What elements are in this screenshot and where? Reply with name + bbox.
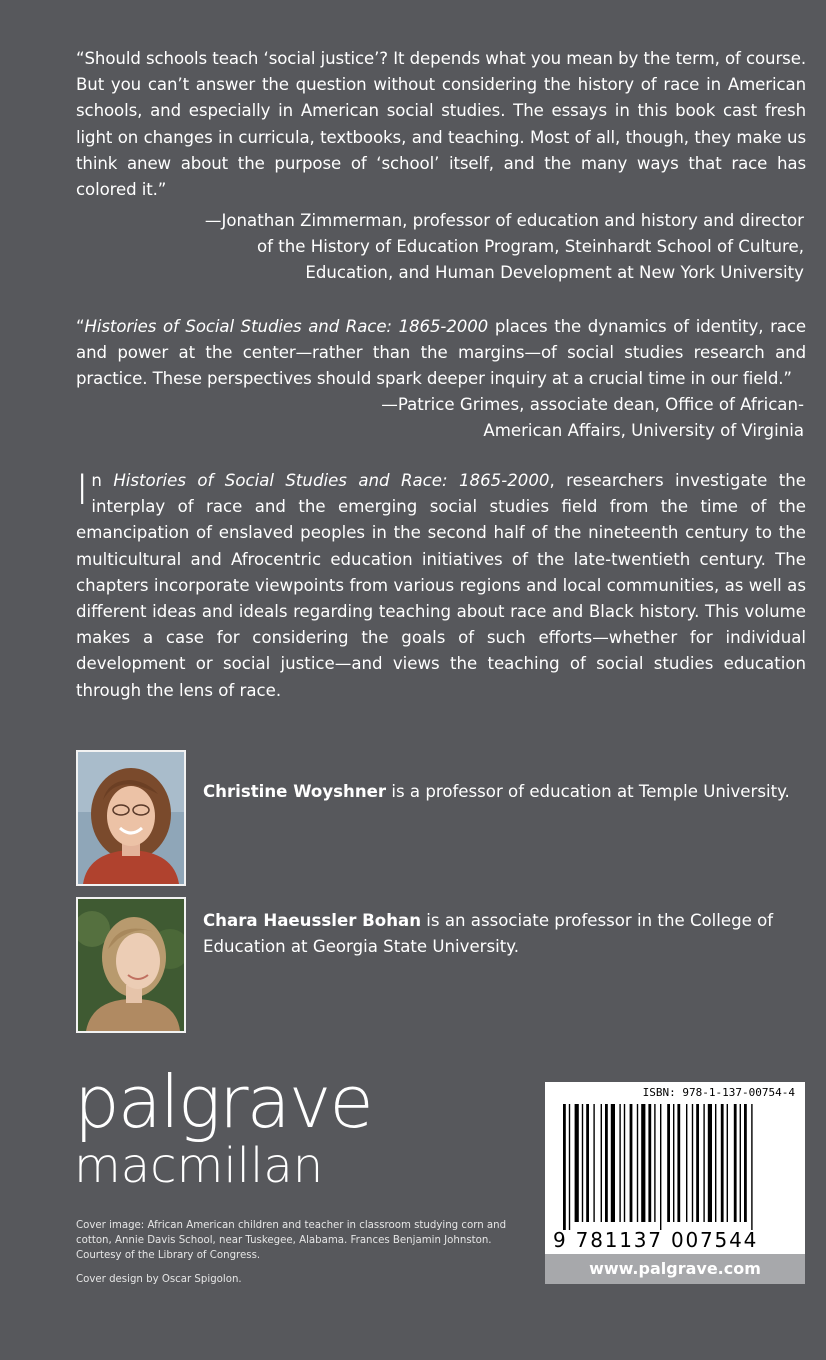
barcode-bar [593,1104,594,1222]
open-quote: “ [76,317,85,336]
attribution-line: American Affairs, University of Virginia [483,421,804,441]
attribution-line: of the History of Education Program, Steinhardt School of Culture, [256,237,804,257]
barcode-bar [624,1104,625,1222]
barcode-bar [727,1104,728,1222]
isbn-digits: 9 781137 007544 [553,1228,759,1252]
publisher-website[interactable]: www.palgrave.com [545,1254,805,1284]
barcode-bar [605,1104,608,1222]
barcode-bar [721,1104,724,1222]
attribution-line: —Jonathan Zimmerman, professor of education and history and director [204,211,804,230]
barcode-bar [563,1104,566,1230]
book-description [76,465,806,704]
attribution-line: —Patrice Grimes, associate dean, Office of African- [381,395,804,414]
barcode-bar [637,1104,638,1222]
barcode-bar [641,1104,645,1222]
barcode-bar [660,1104,661,1230]
barcode-bar [601,1104,602,1222]
quote-text: places the dynamics of identity, race and power at the center—rather than the margins—of social studies research and practice. These perspectives should spark deeper inquiry at a crucial time in our field.” [76,317,806,389]
author-name: Christine Woyshner [203,782,387,801]
author-bio-text: is an associate professor in the College of Education at Georgia State University. [203,911,774,957]
cover-image-credit: Cover image: African American children and teacher in classroom studying corn and cotton, Annie Davis School, near Tuskegee, Alabama. Frances Benjamin Johnston. Courtesy of the Library of Congress. [76,1220,507,1261]
publisher-logo-palgrave: palgrave [74,1060,372,1144]
barcode-bar [586,1104,589,1222]
barcode-bar [630,1104,633,1222]
author-bio-woyshner [203,779,806,805]
barcode-bar [611,1104,615,1222]
barcode-bar [740,1104,741,1222]
author-photo-woyshner [76,750,186,886]
barcode-bar [569,1104,570,1230]
barcode-bar [619,1104,620,1222]
barcode-bar [575,1104,579,1222]
description-text: , researchers investigate the interplay of race and the emerging social studies field from the time of the emancipation of enslaved peoples in the second half of the nineteenth century to the multicultural and Afrocentric education initiatives of the late-twentieth century. The chapters incorporate viewpoints from various regions and local communities, as well as different ideas and ideals regarding teaching about race and Black history. This volume makes a case for considering the goals of such efforts—whether for individual development or social justice—and views the teaching of social studies education through the lens of race. [76,471,806,700]
barcode-bar [667,1104,670,1222]
barcode-bar [677,1104,680,1222]
cover-design-credit: Cover design by Oscar Spigolon. [76,1274,242,1285]
endorsement-attribution-1 [104,208,804,287]
barcode-bar [708,1104,712,1222]
endorsement-quote-2 [76,314,806,393]
barcode-bar [686,1104,687,1222]
endorsement-attribution-2 [104,392,804,444]
author-photo-bohan [76,897,186,1033]
isbn-barcode-block [545,1082,805,1284]
barcode-bar [696,1104,699,1222]
barcode-bar [673,1104,674,1222]
drop-cap: I [76,465,89,514]
barcode-bar [582,1104,583,1222]
endorsement-quote-1: “Should schools teach ‘social justice’? It depends what you mean by the term, of course. But you can’t answer the question without considering the history of race in American schools, and especially in American social studies. The essays in this book cast fresh light on changes in curricula, textbooks, and teaching. Most of all, though, they make us think anew about the purpose of ‘school’ itself, and the many ways that race has colored it.” [76,49,806,200]
book-title: Histories of Social Studies and Race: 1865-2000 [84,317,489,336]
barcode-bar [734,1104,737,1222]
barcode-bar [703,1104,704,1222]
book-title: Histories of Social Studies and Race: 1865-2000 [113,471,550,490]
publisher-logo-macmillan: macmillan [74,1138,324,1194]
author-bio-text: is a professor of education at Temple University. [386,782,790,801]
isbn-label: ISBN: 978-1-137-00754-4 [642,1086,795,1099]
barcode-bar [654,1104,655,1222]
barcode-bar [715,1104,716,1222]
barcode-icon [563,1104,789,1230]
author-name: Chara Haeussler Bohan [203,911,422,930]
author-bio-bohan [203,908,806,960]
barcode-bar [751,1104,752,1230]
barcode-bar [692,1104,693,1222]
description-lead: n [91,471,114,490]
barcode-bar [744,1104,747,1222]
barcode-bar [648,1104,651,1222]
attribution-line: Education, and Human Development at New York University [305,263,804,283]
